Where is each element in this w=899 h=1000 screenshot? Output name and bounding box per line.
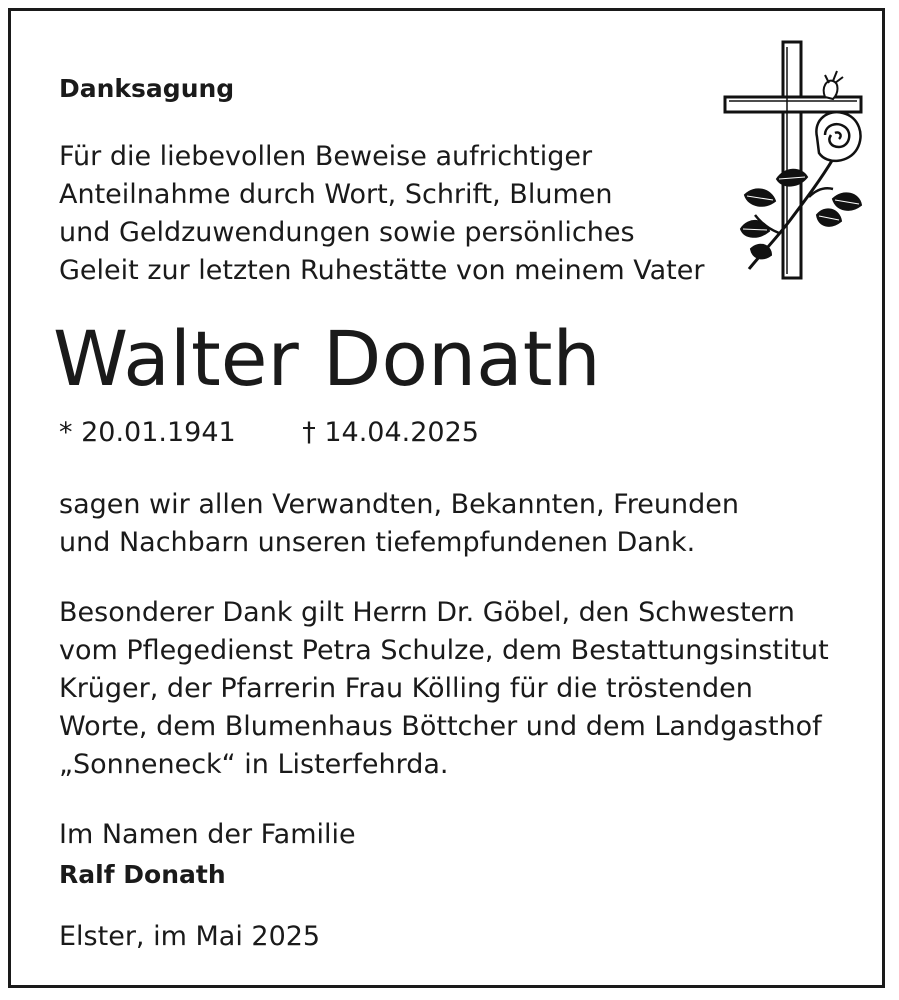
place-date: Elster, im Mai 2025: [59, 921, 321, 952]
intro-line: Anteilnahme durch Wort, Schrift, Blumen: [59, 179, 613, 210]
notice-heading: Danksagung: [59, 74, 235, 103]
intro-line: Für die liebevollen Beweise aufrichtiger: [59, 141, 593, 172]
birth-date: * 20.01.1941: [59, 417, 236, 448]
cross-with-rose-icon: [721, 39, 866, 284]
death-date: † 14.04.2025: [302, 417, 479, 448]
intro-line: Geleit zur letzten Ruhestätte von meinem Vater: [59, 255, 705, 286]
special-thanks-line: Worte, dem Blumenhaus Böttcher und dem Landgasthof: [59, 711, 822, 742]
special-thanks-line: vom Pflegedienst Petra Schulze, dem Bestattungsinstitut: [59, 635, 829, 666]
special-thanks-line: Besonderer Dank gilt Herrn Dr. Göbel, den Schwestern: [59, 597, 795, 628]
intro-line: und Geldzuwendungen sowie persönliches: [59, 217, 635, 248]
life-dates: [59, 415, 479, 451]
thanks-line: sagen wir allen Verwandten, Bekannten, Freunden: [59, 489, 739, 520]
special-thanks-line: Krüger, der Pfarrerin Frau Kölling für die tröstenden: [59, 673, 753, 704]
deceased-name: Walter Donath: [53, 314, 601, 403]
obituary-thanks-notice: [8, 8, 885, 988]
signatory-name: Ralf Donath: [59, 860, 226, 889]
special-thanks-line: „Sonneneck“ in Listerfehrda.: [59, 749, 449, 780]
thanks-line: und Nachbarn unseren tiefempfundenen Dank.: [59, 527, 696, 558]
family-line: Im Namen der Familie: [59, 819, 356, 850]
